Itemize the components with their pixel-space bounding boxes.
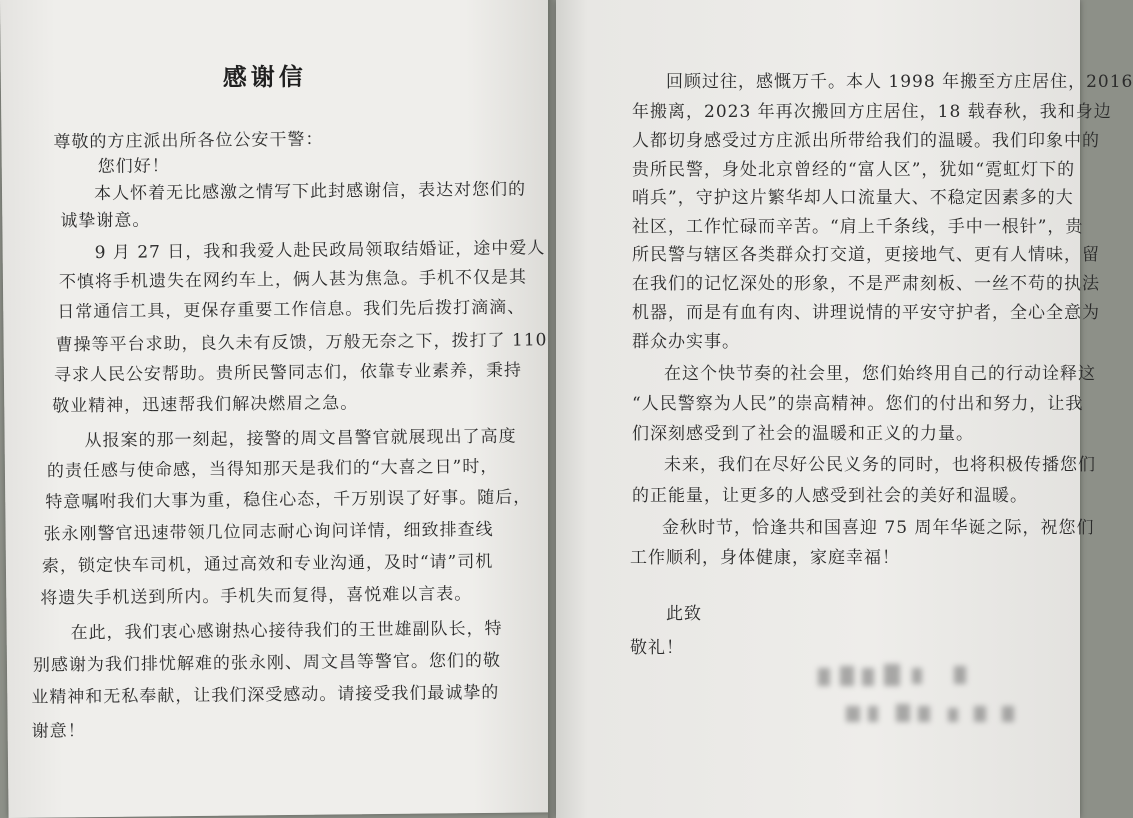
body-line: 金秋时节，恰逢共和国喜迎 75 周年华诞之际，祝您们 [662,518,1095,538]
body-line: 诚挚谢意。 [60,210,151,232]
letter-page-left [0,0,557,818]
body-line: 在这个快节奏的社会里，您们始终用自己的行动诠释这 [664,364,1096,384]
body-line: 在我们的记忆深处的形象，不是严肃刻板、一丝不苟的执法 [632,274,1100,294]
salutation: 尊敬的方庄派出所各位公安干警： [53,129,324,153]
body-line: 机器，而是有血有肉、讲理说情的平安守护者，全心全意为 [632,303,1100,323]
body-line: 哨兵”，守护这片繁华却人口流量大、不稳定因素多的大 [632,188,1074,208]
body-line: 工作顺利，身体健康，家庭幸福！ [630,548,900,568]
body-line: 敬业精神，迅速帮我们解决燃眉之急。 [52,393,359,417]
body-line: 们深刻感受到了社会的温暖和正义的力量。 [632,424,974,444]
letter-page-right [556,0,1133,818]
body-line: “人民警察为人民”的崇高精神。您们的付出和努力，让我 [632,394,1084,414]
body-line: 9 月 27 日，我和我爱人赴民政局领取结婚证，途中爱人 [94,238,546,264]
body-line: 别感谢为我们排忧解难的张永刚、周文昌等警官。您们的敬 [32,650,502,676]
body-line: 社区，工作忙碌而辛苦。“肩上千条线，手中一根针”，贵 [632,217,1084,237]
body-line: 日常通信工具，更保存重要工作信息。我们先后拨打滴滴、 [57,297,526,323]
body-line: 在此，我们衷心感谢热心接待我们的王世雄副队长，特 [70,618,503,644]
body-line: 张永刚警官迅速带领几位同志耐心询问详情，细致排查线 [43,519,494,545]
body-line: 特意嘱咐我们大事为重，稳住心态，千万别误了好事。随后， [45,487,532,513]
body-line: 回顾过往，感慨万千。本人 1998 年搬至方庄居住，2016 [666,72,1133,92]
body-line: 索，锁定快车司机，通过高效和专业沟通，及时“请”司机 [41,551,494,577]
body-line: 的责任感与使命感，当得知那天是我们的“大喜之日”时， [46,456,499,482]
body-line: 本人怀着无比感激之情写下此封感谢信，表达对您们的 [93,179,527,205]
body-line: 所民警与辖区各类群众打交道，更接地气、更有人情味，留 [632,245,1100,265]
body-line: 谢意！ [31,721,86,742]
body-line: 贵所民警，身处北京曾经的“富人区”，犹如“霓虹灯下的 [632,160,1076,180]
body-line: 曹操等平台求助，良久未有反馈，万般无奈之下，拨打了 110 [55,330,548,356]
closing-line: 敬礼！ [630,638,684,658]
body-line: 从报案的那一刻起，接警的周文昌警官就展现出了高度 [84,426,517,452]
body-line: 人都切身感受过方庄派出所带给我们的温暖。我们印象中的 [632,131,1100,151]
body-line: 寻求人民公安帮助。贵所民警同志们，依靠专业素养，秉持 [53,360,523,386]
body-line: 业精神和无私奉献，让我们深受感动。请接受我们最诚挚的 [31,682,500,708]
body-line: 不慎将手机遗失在网约车上，俩人甚为焦急。手机不仅是其 [58,267,528,293]
greeting-line: 您们好！ [97,156,170,177]
body-line: 年搬离，2023 年再次搬回方庄居住，18 载春秋，我和身边 [632,102,1112,122]
body-line: 的正能量，让更多的人感受到社会的美好和温暖。 [632,486,1028,506]
body-line: 未来，我们在尽好公民义务的同时，也将积极传播您们 [664,455,1096,475]
body-line: 将遗失手机送到所内。手机失而复得，喜悦难以言表。 [40,584,473,609]
letter-title: 感谢信 [222,61,307,92]
closing-line: 此致 [666,604,702,624]
body-line: 群众办实事。 [632,332,740,352]
